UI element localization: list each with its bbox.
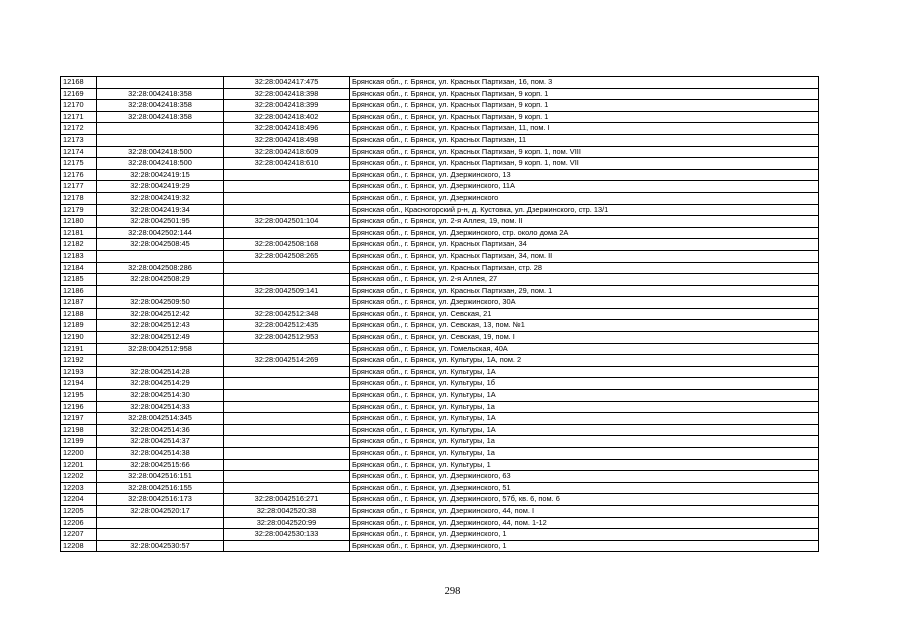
table-row: [61, 100, 819, 112]
table-row: [61, 192, 819, 204]
table-row: [61, 77, 819, 89]
table-row: [61, 250, 819, 262]
row-number-cell: 12168: [61, 77, 97, 89]
address-cell: Брянская обл., г. Брянск, ул. Культуры, 1а: [350, 448, 819, 460]
row-number-cell: 12176: [61, 169, 97, 181]
address-cell: Брянская обл., г. Брянск, ул. Дзержинского, 57б, кв. 6, пом. 6: [350, 494, 819, 506]
table-row: [61, 146, 819, 158]
address-cell: Брянская обл., г. Брянск, ул. Красных Партизан, стр. 28: [350, 262, 819, 274]
row-number-cell: 12178: [61, 192, 97, 204]
address-cell: Брянская обл., г. Брянск, ул. Дзержинского, 1: [350, 529, 819, 541]
row-number-cell: 12194: [61, 378, 97, 390]
parcel-number-cell: 32:28:0042516:151: [97, 471, 224, 483]
parcel-number-cell: [97, 355, 224, 367]
row-number-cell: 12184: [61, 262, 97, 274]
row-number-cell: 12169: [61, 88, 97, 100]
parcel-number-cell: 32:28:0042520:17: [97, 505, 224, 517]
address-cell: Брянская обл., г. Брянск, ул. Культуры, 1: [350, 459, 819, 471]
object-number-cell: [224, 390, 350, 402]
table-row: [61, 505, 819, 517]
row-number-cell: 12199: [61, 436, 97, 448]
row-number-cell: 12198: [61, 424, 97, 436]
address-cell: Брянская обл., г. Брянск, ул. Красных Партизан, 9 корп. 1, пом. VII: [350, 158, 819, 170]
table-row: [61, 390, 819, 402]
table-row: [61, 227, 819, 239]
address-cell: Брянская обл., г. Брянск, ул. Дзержинского, 44, пом. I: [350, 505, 819, 517]
row-number-cell: 12203: [61, 482, 97, 494]
row-number-cell: 12206: [61, 517, 97, 529]
address-cell: Брянская обл., г. Брянск, ул. Дзержинского, 11А: [350, 181, 819, 193]
row-number-cell: 12189: [61, 320, 97, 332]
address-cell: Брянская обл., г. Брянск, ул. 2-я Аллея, 19, пом. II: [350, 216, 819, 228]
parcel-number-cell: 32:28:0042530:57: [97, 540, 224, 552]
parcel-number-cell: 32:28:0042514:345: [97, 413, 224, 425]
table-row: [61, 529, 819, 541]
parcel-number-cell: 32:28:0042418:358: [97, 88, 224, 100]
parcel-number-cell: [97, 77, 224, 89]
address-cell: Брянская обл., г. Брянск, ул. Культуры, 1А: [350, 390, 819, 402]
address-cell: Брянская обл., г. Брянск, ул. Красных Партизан, 9 корп. 1: [350, 100, 819, 112]
parcel-number-cell: [97, 134, 224, 146]
object-number-cell: 32:28:0042418:496: [224, 123, 350, 135]
parcel-number-cell: 32:28:0042501:95: [97, 216, 224, 228]
object-number-cell: 32:28:0042512:348: [224, 308, 350, 320]
object-number-cell: [224, 366, 350, 378]
page-number: 298: [444, 586, 461, 597]
parcel-number-cell: 32:28:0042508:29: [97, 274, 224, 286]
row-number-cell: 12202: [61, 471, 97, 483]
table-row: [61, 448, 819, 460]
table-row: [61, 436, 819, 448]
parcel-number-cell: 32:28:0042514:28: [97, 366, 224, 378]
address-cell: Брянская обл., г. Брянск, ул. Дзержинского, 13: [350, 169, 819, 181]
object-number-cell: [224, 424, 350, 436]
table-row: [61, 216, 819, 228]
address-cell: Брянская обл., г. Брянск, ул. Красных Партизан, 9 корп. 1: [350, 88, 819, 100]
parcel-number-cell: 32:28:0042516:155: [97, 482, 224, 494]
parcel-number-cell: 32:28:0042419:34: [97, 204, 224, 216]
address-cell: Брянская обл., г. Брянск, ул. Культуры, 1А, пом. 2: [350, 355, 819, 367]
row-number-cell: 12170: [61, 100, 97, 112]
address-cell: Брянская обл., г. Брянск, ул. Севская, 21: [350, 308, 819, 320]
table-row: [61, 274, 819, 286]
row-number-cell: 12187: [61, 297, 97, 309]
address-cell: Брянская обл., г. Брянск, ул. Дзержинского, стр. около дома 2А: [350, 227, 819, 239]
table-row: [61, 204, 819, 216]
parcel-number-cell: 32:28:0042418:500: [97, 146, 224, 158]
object-number-cell: 32:28:0042418:610: [224, 158, 350, 170]
parcel-number-cell: 32:28:0042509:50: [97, 297, 224, 309]
address-cell: Брянская обл., г. Брянск, ул. Красных Партизан, 34, пом. II: [350, 250, 819, 262]
object-number-cell: 32:28:0042520:99: [224, 517, 350, 529]
object-number-cell: 32:28:0042417:475: [224, 77, 350, 89]
address-cell: Брянская обл., Красногорский р-н, д. Кустовка, ул. Дзержинского, стр. 13/1: [350, 204, 819, 216]
object-number-cell: [224, 204, 350, 216]
table-row: [61, 181, 819, 193]
parcel-number-cell: 32:28:0042514:29: [97, 378, 224, 390]
table-row: [61, 332, 819, 344]
parcel-number-cell: 32:28:0042512:43: [97, 320, 224, 332]
address-cell: Брянская обл., г. Брянск, ул. Красных Партизан, 11: [350, 134, 819, 146]
table-row: [61, 517, 819, 529]
address-cell: Брянская обл., г. Брянск, ул. Красных Партизан, 9 корп. 1, пом. VIII: [350, 146, 819, 158]
address-cell: Брянская обл., г. Брянск, ул. Красных Партизан, 34: [350, 239, 819, 251]
address-cell: Брянская обл., г. Брянск, ул. Культуры, 1А: [350, 424, 819, 436]
table-row: [61, 169, 819, 181]
address-cell: Брянская обл., г. Брянск, ул. Красных Партизан, 9 корп. 1: [350, 111, 819, 123]
parcel-number-cell: 32:28:0042508:45: [97, 239, 224, 251]
row-number-cell: 12183: [61, 250, 97, 262]
table-row: [61, 378, 819, 390]
parcel-number-cell: 32:28:0042516:173: [97, 494, 224, 506]
parcel-number-cell: [97, 250, 224, 262]
table-row: [61, 494, 819, 506]
table-row: [61, 471, 819, 483]
row-number-cell: 12188: [61, 308, 97, 320]
object-number-cell: 32:28:0042418:498: [224, 134, 350, 146]
object-number-cell: [224, 262, 350, 274]
address-cell: Брянская обл., г. Брянск, ул. Дзержинского, 30А: [350, 297, 819, 309]
object-number-cell: [224, 378, 350, 390]
table-row: [61, 424, 819, 436]
address-cell: Брянская обл., г. Брянск, ул. Культуры, 1А: [350, 366, 819, 378]
address-cell: Брянская обл., г. Брянск, ул. Севская, 13, пом. №1: [350, 320, 819, 332]
parcel-number-cell: 32:28:0042514:30: [97, 390, 224, 402]
object-number-cell: 32:28:0042508:265: [224, 250, 350, 262]
table-row: [61, 320, 819, 332]
object-number-cell: 32:28:0042512:435: [224, 320, 350, 332]
address-cell: Брянская обл., г. Брянск, ул. Культуры, 1А: [350, 413, 819, 425]
object-number-cell: 32:28:0042516:271: [224, 494, 350, 506]
address-cell: Брянская обл., г. Брянск, ул. Дзержинского, 63: [350, 471, 819, 483]
parcel-number-cell: 32:28:0042514:37: [97, 436, 224, 448]
parcel-number-cell: 32:28:0042514:33: [97, 401, 224, 413]
row-number-cell: 12207: [61, 529, 97, 541]
row-number-cell: 12173: [61, 134, 97, 146]
row-number-cell: 12179: [61, 204, 97, 216]
object-number-cell: [224, 436, 350, 448]
table-row: [61, 482, 819, 494]
table-row: [61, 366, 819, 378]
row-number-cell: 12197: [61, 413, 97, 425]
table-row: [61, 413, 819, 425]
object-number-cell: [224, 274, 350, 286]
address-cell: Брянская обл., г. Брянск, ул. Красных Партизан, 11, пом. I: [350, 123, 819, 135]
cadastral-table: [60, 76, 819, 552]
table-row: [61, 134, 819, 146]
row-number-cell: 12190: [61, 332, 97, 344]
table-row: [61, 158, 819, 170]
parcel-number-cell: 32:28:0042512:42: [97, 308, 224, 320]
object-number-cell: 32:28:0042530:133: [224, 529, 350, 541]
address-cell: Брянская обл., г. Брянск, ул. Дзержинского, 51: [350, 482, 819, 494]
table-row: [61, 88, 819, 100]
address-cell: Брянская обл., г. Брянск, ул. Дзержинского, 1: [350, 540, 819, 552]
address-cell: Брянская обл., г. Брянск, ул. Гомельская, 40А: [350, 343, 819, 355]
address-cell: Брянская обл., г. Брянск, ул. Культуры, 1б: [350, 378, 819, 390]
object-number-cell: [224, 169, 350, 181]
parcel-number-cell: 32:28:0042515:66: [97, 459, 224, 471]
address-cell: Брянская обл., г. Брянск, ул. Дзержинского, 44, пом. 1-12: [350, 517, 819, 529]
table-row: [61, 285, 819, 297]
row-number-cell: 12204: [61, 494, 97, 506]
table-row: [61, 297, 819, 309]
row-number-cell: 12185: [61, 274, 97, 286]
object-number-cell: [224, 343, 350, 355]
parcel-number-cell: [97, 285, 224, 297]
row-number-cell: 12201: [61, 459, 97, 471]
row-number-cell: 12195: [61, 390, 97, 402]
row-number-cell: 12171: [61, 111, 97, 123]
row-number-cell: 12196: [61, 401, 97, 413]
object-number-cell: 32:28:0042418:609: [224, 146, 350, 158]
object-number-cell: [224, 448, 350, 460]
row-number-cell: 12193: [61, 366, 97, 378]
object-number-cell: [224, 401, 350, 413]
table-row: [61, 308, 819, 320]
object-number-cell: [224, 540, 350, 552]
row-number-cell: 12205: [61, 505, 97, 517]
table-row: [61, 262, 819, 274]
object-number-cell: 32:28:0042418:399: [224, 100, 350, 112]
parcel-number-cell: 32:28:0042419:32: [97, 192, 224, 204]
parcel-number-cell: [97, 529, 224, 541]
parcel-number-cell: 32:28:0042508:286: [97, 262, 224, 274]
address-cell: Брянская обл., г. Брянск, ул. Культуры, 1а: [350, 401, 819, 413]
table-row: [61, 355, 819, 367]
address-cell: Брянская обл., г. Брянск, ул. Красных Партизан, 16, пом. 3: [350, 77, 819, 89]
parcel-number-cell: [97, 517, 224, 529]
address-cell: Брянская обл., г. Брянск, ул. Дзержинского: [350, 192, 819, 204]
address-cell: Брянская обл., г. Брянск, ул. Севская, 19, пом. I: [350, 332, 819, 344]
row-number-cell: 12175: [61, 158, 97, 170]
row-number-cell: 12174: [61, 146, 97, 158]
object-number-cell: [224, 459, 350, 471]
object-number-cell: 32:28:0042520:38: [224, 505, 350, 517]
row-number-cell: 12208: [61, 540, 97, 552]
object-number-cell: 32:28:0042501:104: [224, 216, 350, 228]
parcel-number-cell: 32:28:0042502:144: [97, 227, 224, 239]
parcel-number-cell: 32:28:0042512:49: [97, 332, 224, 344]
row-number-cell: 12180: [61, 216, 97, 228]
table-row: [61, 401, 819, 413]
parcel-number-cell: 32:28:0042418:358: [97, 111, 224, 123]
table-row: [61, 239, 819, 251]
object-number-cell: 32:28:0042418:402: [224, 111, 350, 123]
address-cell: Брянская обл., г. Брянск, ул. Красных Партизан, 29, пом. 1: [350, 285, 819, 297]
parcel-number-cell: 32:28:0042514:38: [97, 448, 224, 460]
table-row: [61, 459, 819, 471]
object-number-cell: [224, 227, 350, 239]
object-number-cell: 32:28:0042418:398: [224, 88, 350, 100]
row-number-cell: 12191: [61, 343, 97, 355]
row-number-cell: 12181: [61, 227, 97, 239]
object-number-cell: [224, 413, 350, 425]
row-number-cell: 12186: [61, 285, 97, 297]
object-number-cell: [224, 471, 350, 483]
table-row: [61, 123, 819, 135]
row-number-cell: 12182: [61, 239, 97, 251]
object-number-cell: 32:28:0042509:141: [224, 285, 350, 297]
parcel-number-cell: 32:28:0042512:958: [97, 343, 224, 355]
row-number-cell: 12192: [61, 355, 97, 367]
row-number-cell: 12177: [61, 181, 97, 193]
object-number-cell: [224, 297, 350, 309]
table-row: [61, 343, 819, 355]
object-number-cell: 32:28:0042508:168: [224, 239, 350, 251]
parcel-number-cell: 32:28:0042418:500: [97, 158, 224, 170]
object-number-cell: 32:28:0042512:953: [224, 332, 350, 344]
object-number-cell: 32:28:0042514:269: [224, 355, 350, 367]
parcel-number-cell: 32:28:0042419:29: [97, 181, 224, 193]
object-number-cell: [224, 181, 350, 193]
parcel-number-cell: 32:28:0042418:358: [97, 100, 224, 112]
object-number-cell: [224, 192, 350, 204]
address-cell: Брянская обл., г. Брянск, ул. 2-я Аллея, 27: [350, 274, 819, 286]
row-number-cell: 12172: [61, 123, 97, 135]
object-number-cell: [224, 482, 350, 494]
table-row: [61, 111, 819, 123]
parcel-number-cell: [97, 123, 224, 135]
address-cell: Брянская обл., г. Брянск, ул. Культуры, 1а: [350, 436, 819, 448]
row-number-cell: 12200: [61, 448, 97, 460]
parcel-number-cell: 32:28:0042419:15: [97, 169, 224, 181]
parcel-number-cell: 32:28:0042514:36: [97, 424, 224, 436]
table-row: [61, 540, 819, 552]
